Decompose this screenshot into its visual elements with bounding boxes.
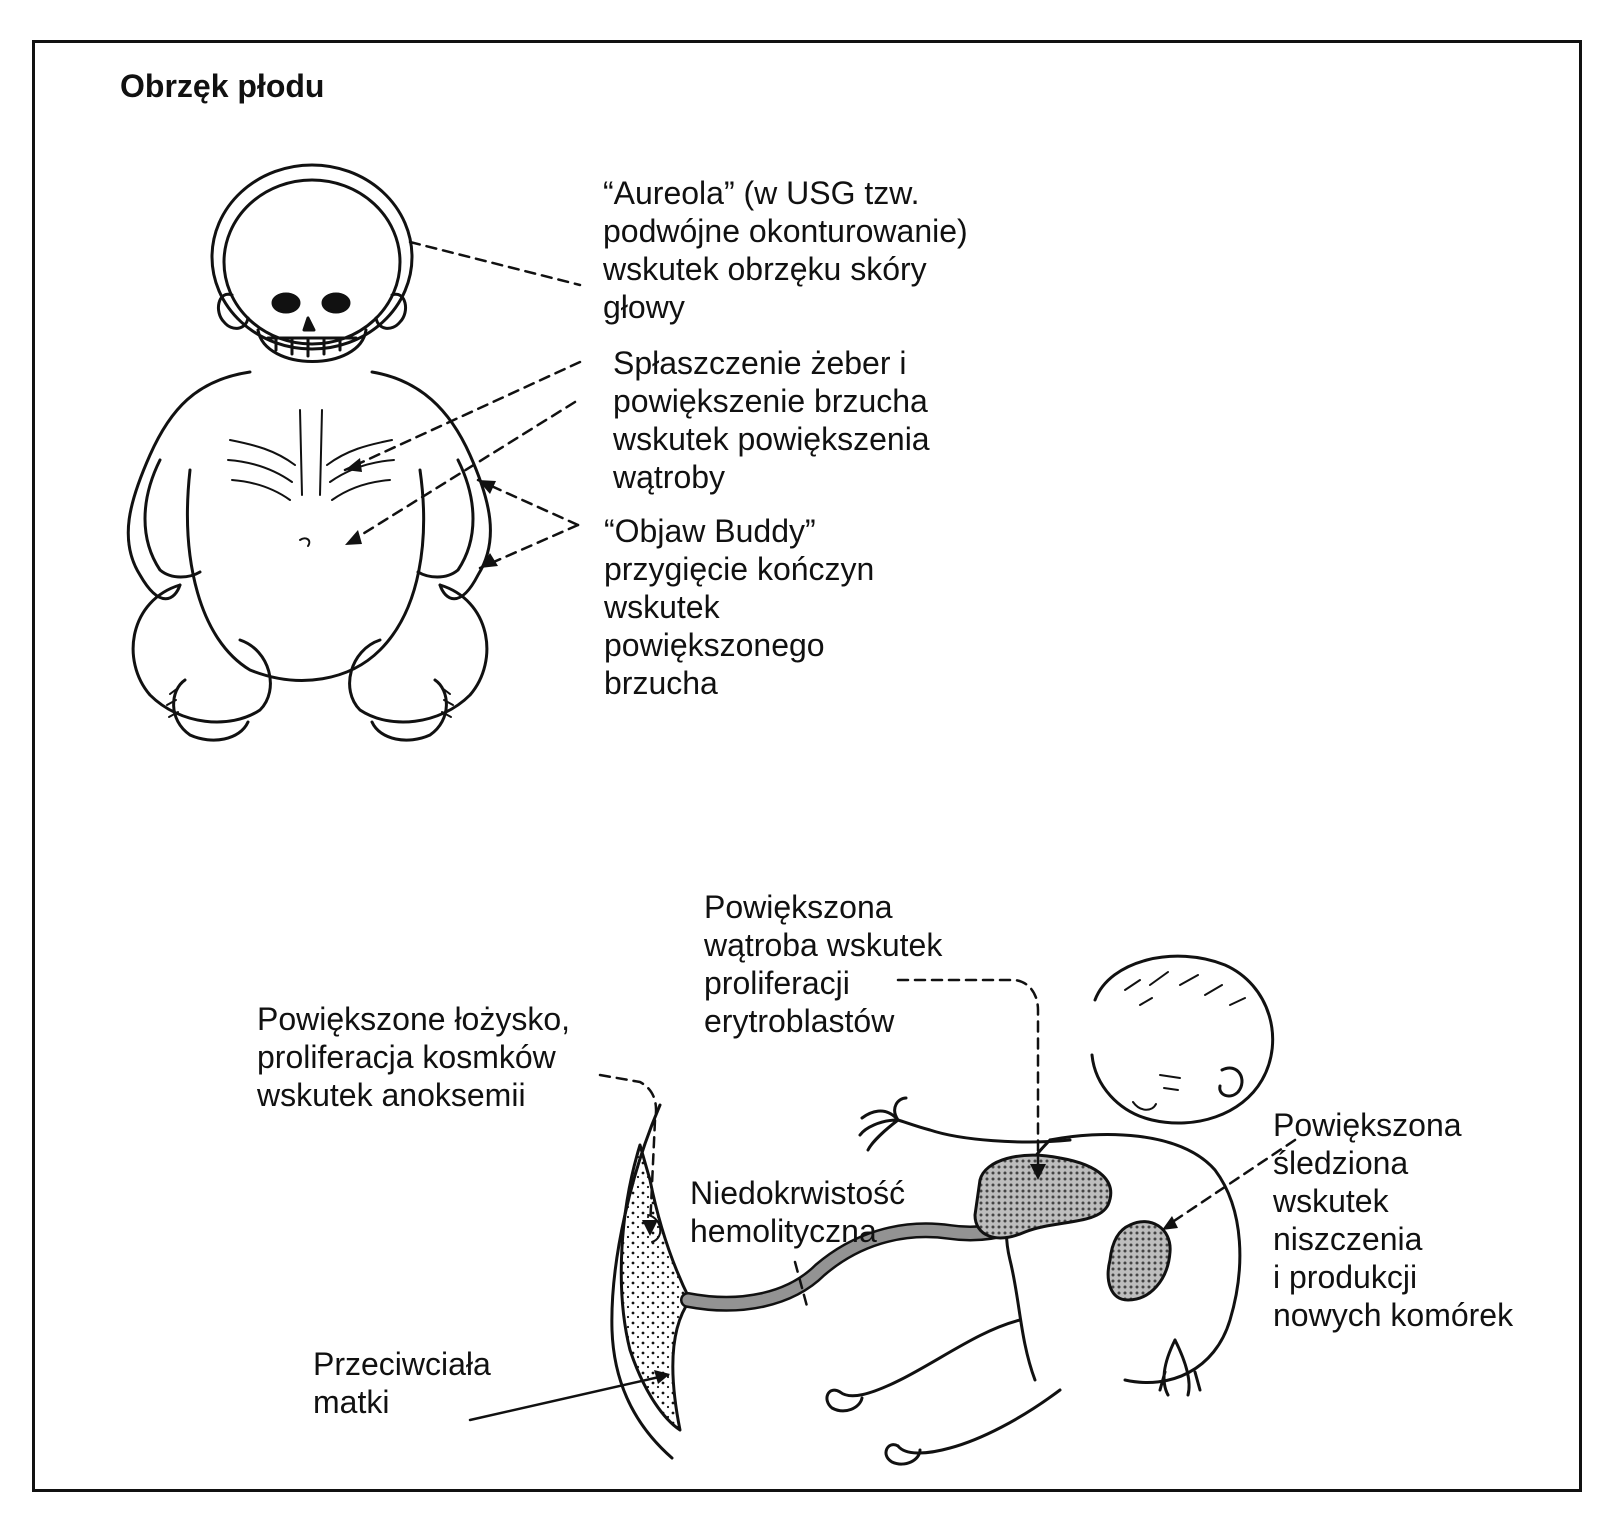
left-eye-socket [273, 294, 299, 312]
label-line: i produkcji [1273, 1259, 1418, 1295]
label-line: proliferacji [704, 965, 850, 1001]
label-line: wątroby [613, 459, 726, 495]
label-buddha-sign [604, 512, 874, 702]
label-line: Powiększona [704, 889, 893, 925]
label-line: wskutek [604, 589, 720, 625]
fetus-leg-lower [898, 1390, 1060, 1453]
fetus-arm [898, 1120, 1070, 1142]
label-line: powiększonego [604, 627, 825, 663]
scalp-halo-outer [212, 165, 412, 349]
right-leg [350, 585, 487, 722]
label-line: “Objaw Buddy” [604, 513, 816, 549]
nose [304, 318, 314, 330]
label-enlarged-liver [704, 888, 942, 1040]
label-line: niszczenia [1273, 1221, 1423, 1257]
label-line: matki [313, 1384, 390, 1420]
leader-ribs [345, 362, 580, 470]
torso-outline [128, 372, 490, 599]
fetus-mouth [1133, 1102, 1156, 1110]
label-line: erytroblastów [704, 1003, 895, 1039]
fetus-ear [1220, 1068, 1242, 1096]
label-enlarged-spleen [1273, 1106, 1513, 1334]
label-line: “Aureola” (w USG tzw. [603, 175, 920, 211]
fetus-head [1092, 956, 1273, 1123]
leader-abdomen [345, 402, 575, 545]
label-line: głowy [603, 289, 685, 325]
right-eye-socket [323, 294, 349, 312]
hair-strokes [1125, 972, 1245, 1005]
leader-aureola [410, 242, 580, 285]
belly [188, 470, 424, 680]
label-line: wskutek anoksemii [257, 1077, 526, 1113]
label-line: Spłaszczenie żeber i [613, 345, 907, 381]
fetus-hand [860, 1098, 906, 1150]
right-foot [372, 680, 446, 740]
label-line: Powiększona [1273, 1107, 1462, 1143]
label-line: śledziona [1273, 1145, 1409, 1181]
label-maternal-antibodies [313, 1345, 491, 1421]
left-foot [174, 680, 248, 740]
label-line: wątroba wskutek [704, 927, 943, 963]
label-rib-flattening [613, 344, 930, 496]
label-line: wskutek powiększenia [613, 421, 930, 457]
enlarged-spleen [1108, 1222, 1170, 1300]
label-enlarged-placenta [257, 1000, 570, 1114]
label-line: Powiększone łożysko, [257, 1001, 571, 1037]
label-line: wskutek [1273, 1183, 1389, 1219]
leader-antibodies [470, 1375, 668, 1420]
label-line: podwójne okonturowanie) [603, 213, 968, 249]
scalp-halo-inner [224, 180, 400, 344]
placenta-outline [621, 1145, 690, 1430]
label-hemolytic-anemia [690, 1174, 905, 1250]
label-line: proliferacja kosmków [257, 1039, 556, 1075]
label-line: hemolityczna [690, 1213, 877, 1249]
figure-title: Obrzęk płodu [120, 68, 325, 104]
ribs [228, 410, 394, 500]
right-arm [418, 460, 473, 577]
label-line: powiększenie brzucha [613, 383, 928, 419]
label-line: przygięcie kończyn [604, 551, 875, 587]
navel [300, 538, 309, 546]
label-line: wskutek obrzęku skóry [603, 251, 927, 287]
label-line: Niedokrwistość [690, 1175, 906, 1211]
label-line: brzucha [604, 665, 718, 701]
label-line: nowych komórek [1273, 1297, 1514, 1333]
fetus-leg-upper [840, 1320, 1020, 1396]
seated-fetus-drawing [128, 165, 490, 740]
label-line: Przeciwciała [313, 1346, 491, 1382]
teeth-line [268, 338, 356, 356]
fetus-lower-hand [1160, 1340, 1200, 1395]
label-aureola [603, 174, 968, 326]
leader-lines-upper [345, 242, 580, 568]
fetus-eye [1160, 1075, 1180, 1090]
placenta-drawing [612, 1105, 690, 1458]
